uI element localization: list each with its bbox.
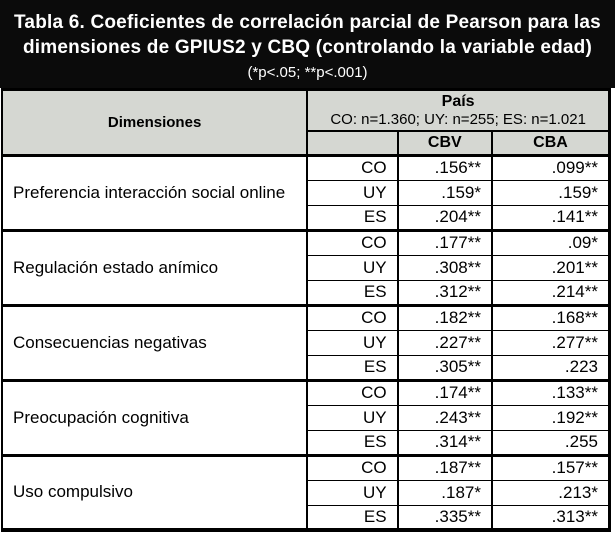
table-title-line1: Tabla 6. Coeficientes de correlación parcial de Pearson para las — [14, 12, 601, 33]
country-code-cell: ES — [307, 505, 397, 530]
country-code-cell: ES — [307, 430, 397, 455]
cbv-value-cell: .177** — [398, 230, 492, 255]
country-code-cell: CO — [307, 305, 397, 330]
cba-value-cell: .201** — [492, 255, 610, 280]
table-title-block — [0, 0, 615, 88]
column-header-country-empty — [307, 131, 397, 155]
cbv-value-cell: .174** — [398, 380, 492, 405]
cbv-value-cell: .227** — [398, 330, 492, 355]
country-code-cell: UY — [307, 405, 397, 430]
table-title-line2: dimensiones de GPIUS2 y CBQ (controlando la variable edad) — [22, 37, 593, 58]
column-header-pais — [307, 90, 609, 132]
cbv-value-cell: .335** — [398, 505, 492, 530]
country-code-cell: CO — [307, 455, 397, 480]
cbv-value-cell: .243** — [398, 405, 492, 430]
cbv-value-cell: .314** — [398, 430, 492, 455]
country-code-cell: ES — [307, 355, 397, 380]
cba-value-cell: .168** — [492, 305, 610, 330]
correlation-table — [1, 88, 611, 532]
header-row-pais — [2, 90, 610, 132]
cba-value-cell: .159* — [492, 180, 610, 205]
cbv-value-cell: .187* — [398, 480, 492, 505]
table-row — [2, 230, 610, 255]
country-code-cell: ES — [307, 280, 397, 305]
table-row — [2, 455, 610, 480]
country-code-cell: UY — [307, 330, 397, 355]
column-header-cbv: CBV — [398, 131, 492, 155]
dimension-label: Regulación estado anímico — [2, 230, 307, 305]
table-row — [2, 155, 610, 180]
cbv-value-cell: .308** — [398, 255, 492, 280]
country-code-cell: UY — [307, 255, 397, 280]
cba-value-cell: .141** — [492, 205, 610, 230]
country-code-cell: UY — [307, 180, 397, 205]
dimension-label: Preferencia interacción social online — [2, 155, 307, 230]
cba-value-cell: .213* — [492, 480, 610, 505]
cba-value-cell: .277** — [492, 330, 610, 355]
cbv-value-cell: .204** — [398, 205, 492, 230]
significance-note: (*p<.05; **p<.001) — [247, 64, 368, 81]
cba-value-cell: .157** — [492, 455, 610, 480]
cba-value-cell: .214** — [492, 280, 610, 305]
dimension-label: Uso compulsivo — [2, 455, 307, 530]
country-code-cell: ES — [307, 205, 397, 230]
cbv-value-cell: .182** — [398, 305, 492, 330]
country-code-cell: CO — [307, 155, 397, 180]
dimension-label: Preocupación cognitiva — [2, 380, 307, 455]
cba-value-cell: .313** — [492, 505, 610, 530]
column-header-cba: CBA — [492, 131, 610, 155]
country-code-cell: CO — [307, 380, 397, 405]
cbv-value-cell: .187** — [398, 455, 492, 480]
cba-value-cell: .255 — [492, 430, 610, 455]
table-row — [2, 305, 610, 330]
cbv-value-cell: .159* — [398, 180, 492, 205]
cbv-value-cell: .305** — [398, 355, 492, 380]
country-code-cell: CO — [307, 230, 397, 255]
cbv-value-cell: .312** — [398, 280, 492, 305]
cba-value-cell: .133** — [492, 380, 610, 405]
cba-value-cell: .223 — [492, 355, 610, 380]
cba-value-cell: .09* — [492, 230, 610, 255]
table-row — [2, 380, 610, 405]
cba-value-cell: .099** — [492, 155, 610, 180]
cbv-value-cell: .156** — [398, 155, 492, 180]
pais-label: País — [441, 93, 475, 110]
country-code-cell: UY — [307, 480, 397, 505]
dimension-label: Consecuencias negativas — [2, 305, 307, 380]
column-header-dimensiones: Dimensiones — [2, 90, 307, 156]
cba-value-cell: .192** — [492, 405, 610, 430]
sample-sizes-note: CO: n=1.360; UY: n=255; ES: n=1.021 — [330, 111, 586, 128]
